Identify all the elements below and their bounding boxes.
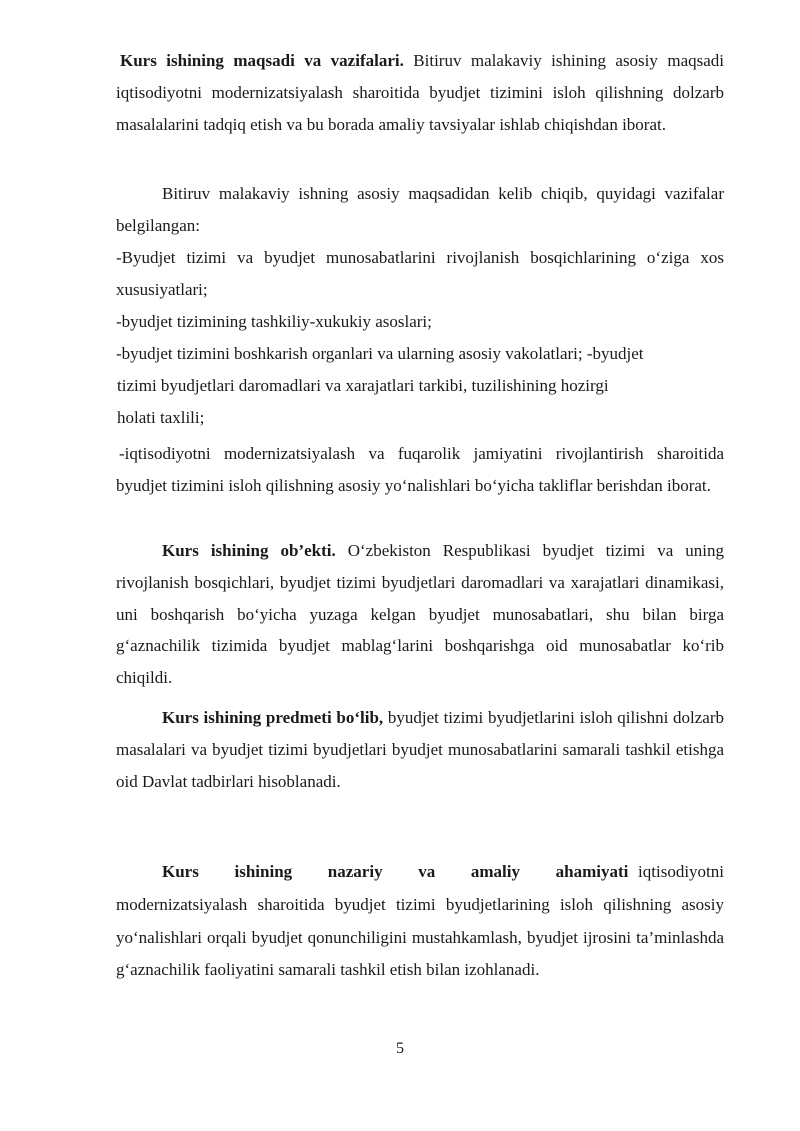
- task-item-3: -byudjet tizimini boshkarish organlari va ularning asosiy vakolatlari; -byudjet: [116, 344, 644, 363]
- tasks-intro: Bitiruv malakaviy ishning asosiy maqsadidan kelib chiqib, quyidagi vazifalar belgilangan:: [116, 184, 724, 235]
- goal-text: Bitiruv malakaviy ishining asosiy maqsadi iqtisodiyotni modernizatsiyalash sharoitida byudjet tizimini isloh qilishning dolzarb masalalarini tadqiq etish va bu borada amaliy tavsiyalar ishlab chiqishdan iborat.: [116, 51, 724, 134]
- task-item-3-cont: tizimi byudjetlari daromadlari va xarajatlari tarkibi, tuzilishining hozirgi: [117, 376, 609, 395]
- task-item-4: -iqtisodiyotni modernizatsiyalash va fuqarolik jamiyatini rivojlantirish sharoitida byudjet tizimini isloh qilishning asosiy yo‘nalishlari bo‘yicha takliflar berishdan iborat.: [116, 444, 724, 495]
- subject-heading: Kurs ishining predmeti bo‘lib,: [162, 708, 384, 727]
- significance-heading: Kurs ishining nazariy va amaliy ahamiyati: [162, 862, 629, 881]
- subject-text: byudjet tizimi byudjetlarini isloh qilishni dolzarb masalalari va byudjet tizimi byudjetlari byudjet munosabatlarini samarali tashkil etishga oid Davlat tadbirlari hisoblanadi.: [116, 708, 724, 791]
- object-text: O‘zbekiston Respublikasi byudjet tizimi va uning rivojlanish bosqichlari, byudjet tizimi byudjetlari daromadlari va xarajatlari dinamikasi, uni boshqarish bo‘yicha yuzaga kelgan byudjet munosabatlari, shu bilan birga g‘aznachilik tizimida byudjet mablag‘larini boshqarishga oid munosabatlar ko‘rib chiqildi.: [116, 541, 724, 688]
- goal-heading: Kurs ishining maqsadi va vazifalari.: [120, 51, 404, 70]
- page-number: 5: [396, 1040, 404, 1057]
- task-item-2: -byudjet tizimining tashkiliy-xukukiy asoslari;: [116, 312, 432, 331]
- object-heading: Kurs ishining ob’ekti.: [162, 541, 336, 560]
- significance-text: iqtisodiyotni modernizatsiyalash sharoitida byudjet tizimi byudjetlarining isloh qilishning asosiy yo‘nalishlari orqali byudjet qonunchiligini mustahkamlash, byudjet ijrosini ta’minlashda g‘aznachilik faoliyatini samarali tashkil etish bilan izohlanadi.: [116, 862, 724, 980]
- task-item-3-end: holati taxlili;: [117, 408, 205, 427]
- object-paragraph: [116, 535, 724, 694]
- goal-paragraph: [116, 45, 724, 140]
- subject-paragraph: [116, 702, 724, 797]
- significance-paragraph: [116, 856, 724, 987]
- task-item-1: -Byudjet tizimi va byudjet munosabatlarini rivojlanish bosqichlarining o‘ziga xos xususiyatlari;: [116, 248, 724, 299]
